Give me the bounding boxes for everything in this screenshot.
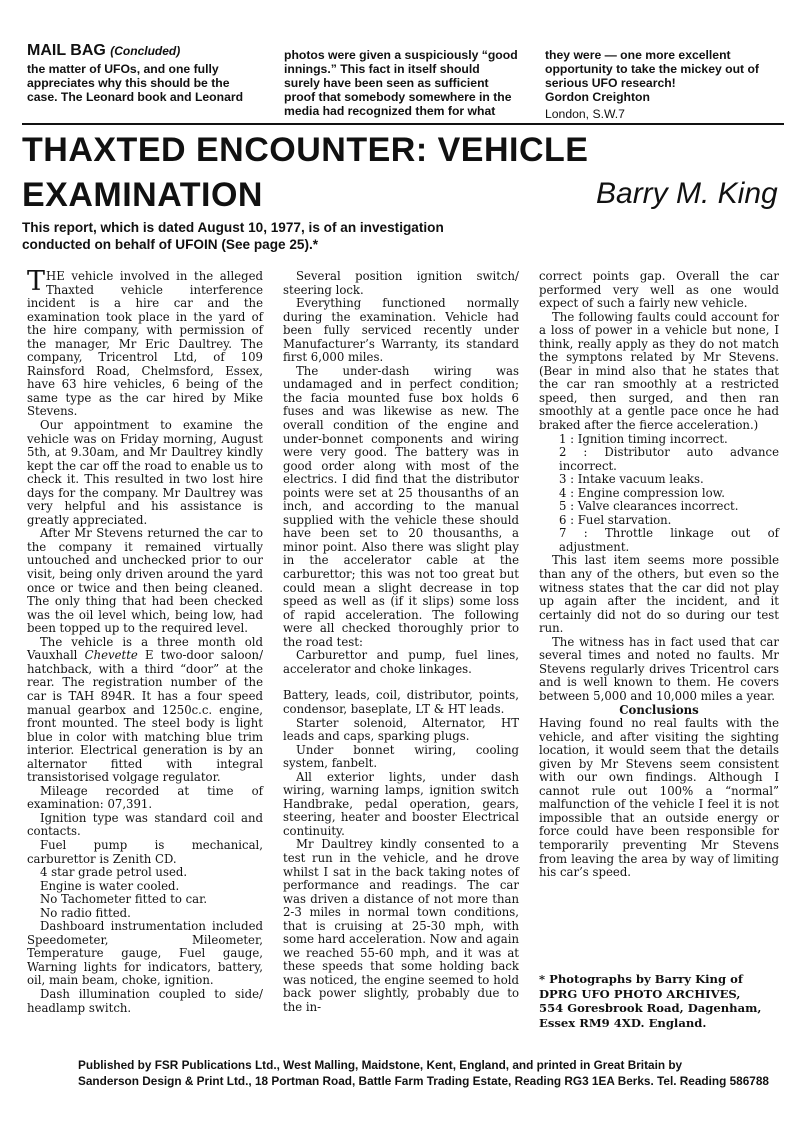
conclusions-heading: Conclusions (619, 702, 699, 717)
mail-bag-column-2 (284, 48, 534, 118)
photo-credit-line: * Photographs by Barry King of (539, 972, 743, 986)
fault-item: 6 : Fuel starvation. (559, 512, 672, 527)
paragraph: HE vehicle involved in the alleged Thaxted vehicle interference incident is a hire car and the examination took place in the yard of the hire company, with permission of the manager, Mr Eric Daultrey. The company, Tricentrol Ltd, of 109 Rainsford Road, Chelmsford, Essex, have 63 hire vehicles, 6 being of the same type as the car hired by Mike Stevens. (27, 269, 263, 419)
paragraph: No radio fitted. (40, 905, 131, 920)
paragraph: No Tachometer fitted to car. (40, 892, 208, 907)
intro-line: conducted on behalf of UFOIN (See page 25).* (22, 236, 319, 252)
paragraph: Mr Daultrey kindly consented to a test run in the vehicle, and he drove whilst I sat in the back taking notes of performance and readings. The car was driven a distance of not more than 2-3 miles in normal town conditions, that is cruising at 25-30 mph, with some hard acceleration. Now and again we reached 55-60 mph, and it was at these speeds that some holding back was noticed, the engine seemed to hold back power slightly, probably due to the in- (283, 837, 519, 1014)
mail-bag-heading (27, 42, 180, 60)
article-column-1 (27, 266, 264, 1015)
mail-bag-line: they were — one more excellent (545, 48, 731, 62)
fault-list (559, 433, 779, 555)
paragraph: All exterior lights, under dash wiring, warning lamps, ignition switch Handbrake, pedal operation, gears, steering, heater and booster Electrical continuity. (283, 769, 519, 838)
mail-bag-column-3 (545, 48, 790, 121)
photo-credit-line: Essex RM9 4XD. England. (539, 1015, 707, 1030)
fault-item: 5 : Valve clearances incorrect. (559, 499, 739, 514)
mail-bag-line: media had recognized them for what (284, 104, 496, 118)
paragraph-text: The vehicle is a three month old Vauxhall (27, 634, 263, 663)
fault-item: 2 : Distributor auto advance incorrect. (559, 445, 779, 473)
photo-credit-line: 554 Goresbrook Road, Dagenham, (539, 1001, 762, 1015)
mail-bag-column-1 (27, 62, 277, 104)
paragraph: Ignition type was standard coil and contacts. (27, 810, 263, 839)
intro-line: This report, which is dated August 10, 1977, is of an investigation (22, 220, 444, 235)
article-author: Barry M. King (596, 177, 778, 210)
mail-bag-concluded: (Concluded) (110, 44, 181, 58)
photo-credit-line: DPRG UFO PHOTO ARCHIVES, (539, 986, 741, 1001)
paragraph: Battery, leads, coil, distributor, points, condensor, baseplate, LT & HT leads. (283, 688, 519, 716)
mail-bag-line: opportunity to take the mickey out of (545, 62, 759, 76)
paragraph-text: E two-door saloon/ hatchback, with a third “door” at the rear. The registration number of the car is TAH 894R. It has a four speed manual gearbox and 1250c.c. engine, front mounted. The steel body is light blue in color with matching blue trim interior. Electrical generation is by an alternator fitted with integral transistorised volgage regulator. (27, 648, 264, 785)
paragraph: Several position ignition switch/ steering lock. (283, 269, 519, 297)
mail-bag-line: case. The Leonard book and Leonard (27, 90, 244, 104)
paragraph: Dash illumination coupled to side/ headlamp switch. (27, 986, 263, 1015)
photo-credit-note (539, 972, 784, 1030)
article-column-3 (539, 270, 779, 880)
paragraph: After Mr Stevens returned the car to the company it remained virtually untouched and unchecked prior to our visit, being only driven around the yard once or twice and then being cleaned. The only thing that had been checked was the oil level which, being low, had been topped up to the required level. (27, 526, 263, 636)
footer-line: Sanderson Design & Print Ltd., 18 Portman Road, Battle Farm Trading Estate, Reading RG3 1EA Berks. Tel. Reading 586788 (78, 1073, 769, 1088)
paragraph: Dashboard instrumentation included Speedometer, Mileometer, Temperature gauge, Fuel gauge, Warning lights for indicators, battery, oil, main beam, choke, ignition. (27, 919, 263, 988)
drop-cap: T (27, 266, 46, 297)
mail-bag-line: appreciates why this should be the (27, 76, 230, 90)
paragraph (27, 636, 263, 785)
paragraph: Mileage recorded at time of examination: 07,391. (27, 783, 263, 812)
paragraph: This last item seems more possible than any of the others, but even so the witness states that the car did not play up again after the incident, and it certainly did not do so during our test run. (539, 553, 779, 636)
publisher-footer (78, 1058, 798, 1089)
paragraph: Carburettor and pump, fuel lines, accelerator and choke linkages. (283, 648, 519, 676)
paragraph: Starter solenoid, Alternator, HT leads and caps, sparking plugs. (283, 715, 519, 744)
article-title-line-1: THAXTED ENCOUNTER: VEHICLE (22, 131, 589, 169)
article-intro (22, 220, 782, 253)
mail-bag-title: MAIL BAG (27, 42, 106, 59)
paragraph: Engine is water cooled. (40, 878, 180, 893)
paragraph: Having found no real faults with the vehicle, and after visiting the sighting location, it would seem that the details given by Mr Stevens seem consistent with our own findings. Although I cannot rule out 100% a “normal” malfunction of the vehicle I feel it is not impossible that an outside energy or force could have been responsible for temporarily preventing Mr Stevens from leaving the area by way of limiting his car’s speed. (539, 716, 779, 880)
paragraph: Everything functioned normally during the examination. Vehicle had been fully serviced recently under Manufacturer’s Warranty, its standard first 6,000 miles. (283, 296, 519, 365)
mail-bag-line: surely have been seen as sufficient (284, 76, 489, 90)
paragraph: The following faults could account for a loss of power in a vehicle but none, I think, really apply as they do not match the symptons related by Mr Stevens. (Bear in mind also that he states that the car ran smoothly at a restricted speed, then surged, and then ran smoothly at a gentle pace once he had braked after the fierce acceleration.) (539, 309, 779, 433)
fault-item: 7 : Throttle linkage out of adjustment. (559, 526, 779, 554)
paragraph: correct points gap. Overall the car performed very well as one would expect of such a fairly new vehicle. (539, 269, 779, 311)
mail-bag-line: proof that somebody somewhere in the (284, 90, 512, 104)
fault-item: 4 : Engine compression low. (559, 485, 726, 500)
paragraph: Under bonnet wiring, cooling system, fanbelt. (283, 742, 519, 771)
paragraph: Our appointment to examine the vehicle was on Friday morning, August 5th, at 9.30am, and Mr Daultrey kindly kept the car off the road to enable us to check it. This resulted in two lost hire days for the company. Mr Daultrey was very helpful and his assistance is greatly appreciated. (27, 418, 263, 527)
section-divider (22, 123, 784, 125)
mail-bag-signature: Gordon Creighton (545, 90, 650, 104)
fault-item: 3 : Intake vacuum leaks. (559, 472, 704, 487)
mail-bag-line: innings.” This fact in itself should (284, 62, 480, 76)
paragraph: 4 star grade petrol used. (40, 865, 188, 880)
mail-bag-line: serious UFO research! (545, 76, 676, 90)
mail-bag-line: photos were given a suspiciously “good (284, 48, 518, 62)
article-column-2 (283, 270, 519, 1015)
paragraph: The witness has in fact used that car several times and noted no faults. Mr Stevens regularly drives Tricentrol cars and is well known to them. He covers between 5,000 and 10,000 miles a year. (539, 634, 779, 703)
paragraph: The under-dash wiring was undamaged and in perfect condition; the facia mounted fuse box holds 6 fuses and was likewise as new. The overall condition of the engine and under-bonnet components and wiring were very good. The battery was in good order along with most of the electrics. I did find that the distributor points were set at 25 thousanths of an inch, and according to the manual supplied with the vehicle these should have been set to 20 thousanths, a minor point. Also there was slight play in the accelerator cable at the carburettor; this was not too great but could mean a slight decrease in top speed as well as (if it slips) some loss of rapid acceleration. The following were all checked thoroughly prior to the road test: (283, 363, 519, 649)
fault-item: 1 : Ignition timing incorrect. (559, 431, 728, 446)
article-title-line-2: EXAMINATION (22, 176, 263, 214)
footer-line: Published by FSR Publications Ltd., West Malling, Maidstone, Kent, England, and printed in Great Britain by (78, 1058, 683, 1072)
car-model: Chevette (84, 648, 138, 663)
paragraph: Fuel pump is mechanical, carburettor is Zenith CD. (27, 837, 263, 866)
mail-bag-location: London, S.W.7 (545, 107, 625, 121)
mail-bag-line: the matter of UFOs, and one fully (27, 62, 219, 76)
